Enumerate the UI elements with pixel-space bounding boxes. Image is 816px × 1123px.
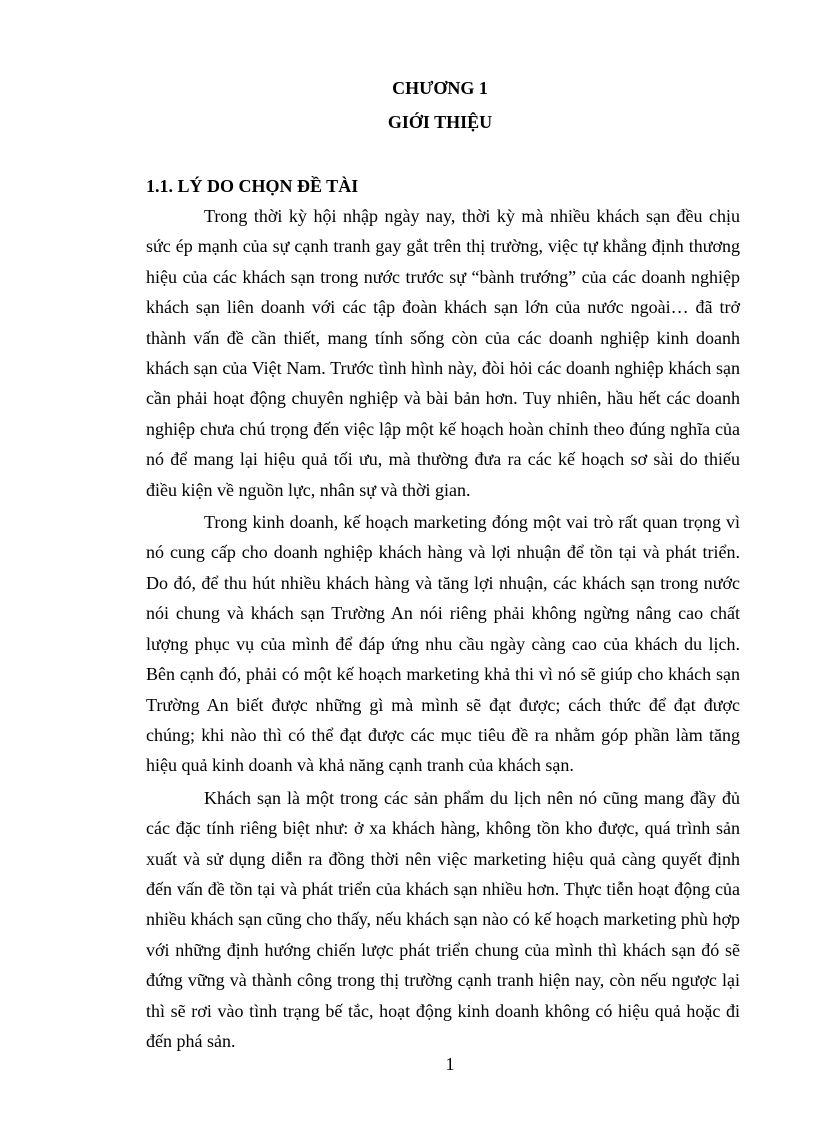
page-number: 1 — [445, 1054, 455, 1074]
chapter-title: GIỚI THIỆU — [387, 112, 493, 132]
paragraph: Trong kinh doanh, kế hoạch marketing đóng một vai trò rất quan trọng vì nó cung cấp cho doanh nghiệp khách hàng và lợi nhuận để tồn tại và phát triển. Do đó, để thu hút nhiều khách hàng và tăng lợi nhuận, các khách sạn trong nước nói chung và khách sạn Trường An nói riêng phải không ngừng nâng cao chất lượng phục vụ của mình để đáp ứng nhu cầu ngày càng cao của khách du lịch. Bên cạnh đó, phải có một kế hoạch marketing khả thi vì nó sẽ giúp cho khách sạn Trường An biết được những gì mà mình sẽ đạt được; cách thức để đạt được chúng; khi nào thì có thể đạt được các mục tiêu đề ra nhằm góp phần làm tăng hiệu quả kinh doanh và khả năng cạnh tranh của khách sạn. — [146, 512, 740, 776]
paragraph: Khách sạn là một trong các sản phẩm du lịch nên nó cũng mang đầy đủ các đặc tính riêng biệt như: ở xa khách hàng, không tồn kho được, quá trình sản xuất và sử dụng diễn ra đồng thời nên việc marketing hiệu quả càng quyết định đến vấn đề tồn tại và phát triển của khách sạn nhiều hơn. Thực tiễn hoạt động của nhiều khách sạn cũng cho thấy, nếu khách sạn nào có kế hoạch marketing phù hợp với những định hướng chiến lược phát triển chung của mình thì khách sạn đó sẽ đứng vững và thành công trong thị trường cạnh tranh hiện nay, còn nếu ngược lại thì sẽ rơi vào tình trạng bế tắc, hoạt động kinh doanh không có hiệu quả hoặc đi đến phá sản. — [146, 787, 740, 1051]
section-heading: 1.1. LÝ DO CHỌN ĐỀ TÀI — [146, 176, 359, 196]
paragraph: Trong thời kỳ hội nhập ngày nay, thời kỳ mà nhiều khách sạn đều chịu sức ép mạnh của sự cạnh tranh gay gắt trên thị trường, việc tự khẳng định thương hiệu của các khách sạn trong nước trước sự “bành trướng” của các doanh nghiệp khách sạn liên doanh với các tập đoàn khách sạn lớn của nước ngoài… đã trở thành vấn đề cần thiết, mang tính sống còn của các doanh nghiệp kinh doanh khách sạn của Việt Nam. Trước tình hình này, đòi hỏi các doanh nghiệp khách sạn cần phải hoạt động chuyên nghiệp và bài bản hơn. Tuy nhiên, hầu hết các doanh nghiệp chưa chú trọng đến việc lập một kế hoạch hoàn chỉnh theo đúng nghĩa của nó để mang lại hiệu quả tối ưu, mà thường đưa ra các kế hoạch sơ sài do thiếu điều kiện về nguồn lực, nhân sự và thời gian. — [146, 206, 740, 500]
chapter-number: CHƯƠNG 1 — [392, 78, 488, 98]
body-text — [146, 201, 740, 1058]
